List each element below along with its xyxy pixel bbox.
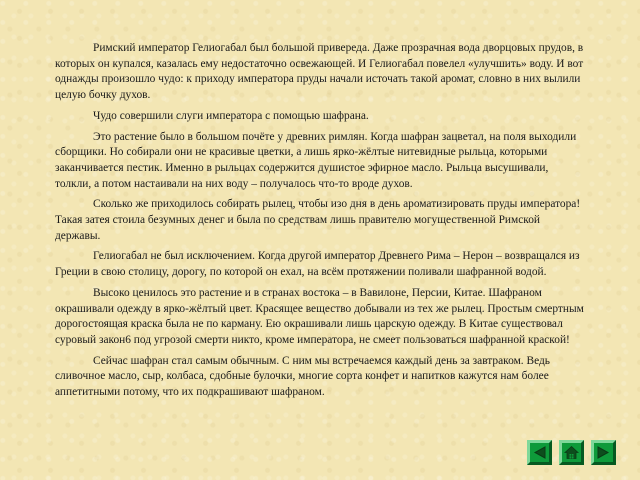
back-button[interactable] bbox=[527, 440, 552, 465]
paragraph: Сколько же приходилось собирать рылец, чтобы изо дня в день ароматизировать пруды императора! Такая затея стоила безумных денег и была по средствам лишь правителю могущественной Римской державы. bbox=[55, 198, 581, 242]
arrow-left-icon bbox=[532, 445, 547, 460]
paragraph: Это растение было в большом почёте у древних римлян. Когда шафран зацветал, на поля выходили сборщики. Но собирали они не красивые цветки, а лишь ярко-жёлтые нитевидные рыльца, которыми заканчивается пестик. Именно в рыльцах содержится душистое эфирное масло. Рыльца высушивали, толкли, а потом настаивали на них воду – получалось что-то вроде духов. bbox=[55, 130, 577, 190]
article-text bbox=[55, 41, 587, 406]
paragraph: Чудо совершили слуги императора с помощью шафрана. bbox=[93, 109, 369, 122]
paragraph: Римский император Гелиогабал был большой привереда. Даже прозрачная вода дворцовых прудов, в которых он купался, казалась ему недостаточно освежающей. И Гелиогабал повелел «улучшить» воду. И вот однажды произошло чудо: к приходу императора пруды начали источать такой аромат, словно в них вылили целую бочку духов. bbox=[55, 42, 584, 102]
navigation-buttons bbox=[527, 440, 616, 465]
paragraph: Высоко ценилось это растение и в странах востока – в Вавилоне, Персии, Китае. Шафраном окрашивали одежду в ярко-жёлтый цвет. Красящее вещество добывали из тех же рылец. Простым смертным дорогостоящая краска была не по карману. Ею окрашивали лишь царскую одежду. В Китае существовал суровый закон6 под угрозой смерти никто, кроме императора, не смеет пользоваться шафранной краской! bbox=[55, 286, 584, 346]
paragraph: Сейчас шафран стал самым обычным. С ним мы встречаемся каждый день за завтраком. Ведь сливочное масло, сыр, колбаса, сдобные булочки, многие сорта конфет и напитков кажутся нам более аппетитными потому, что их подкрашивают шафраном. bbox=[55, 354, 550, 399]
forward-button[interactable] bbox=[591, 440, 616, 465]
arrow-right-icon bbox=[596, 445, 611, 460]
home-button[interactable] bbox=[559, 440, 584, 465]
home-icon bbox=[564, 445, 579, 460]
paragraph: Гелиогабал не был исключением. Когда другой император Древнего Рима – Нерон – возвращался из Греции в свою столицу, дорогу, по которой он ехал, на всём протяжении поливали шафранной водой. bbox=[55, 250, 580, 279]
